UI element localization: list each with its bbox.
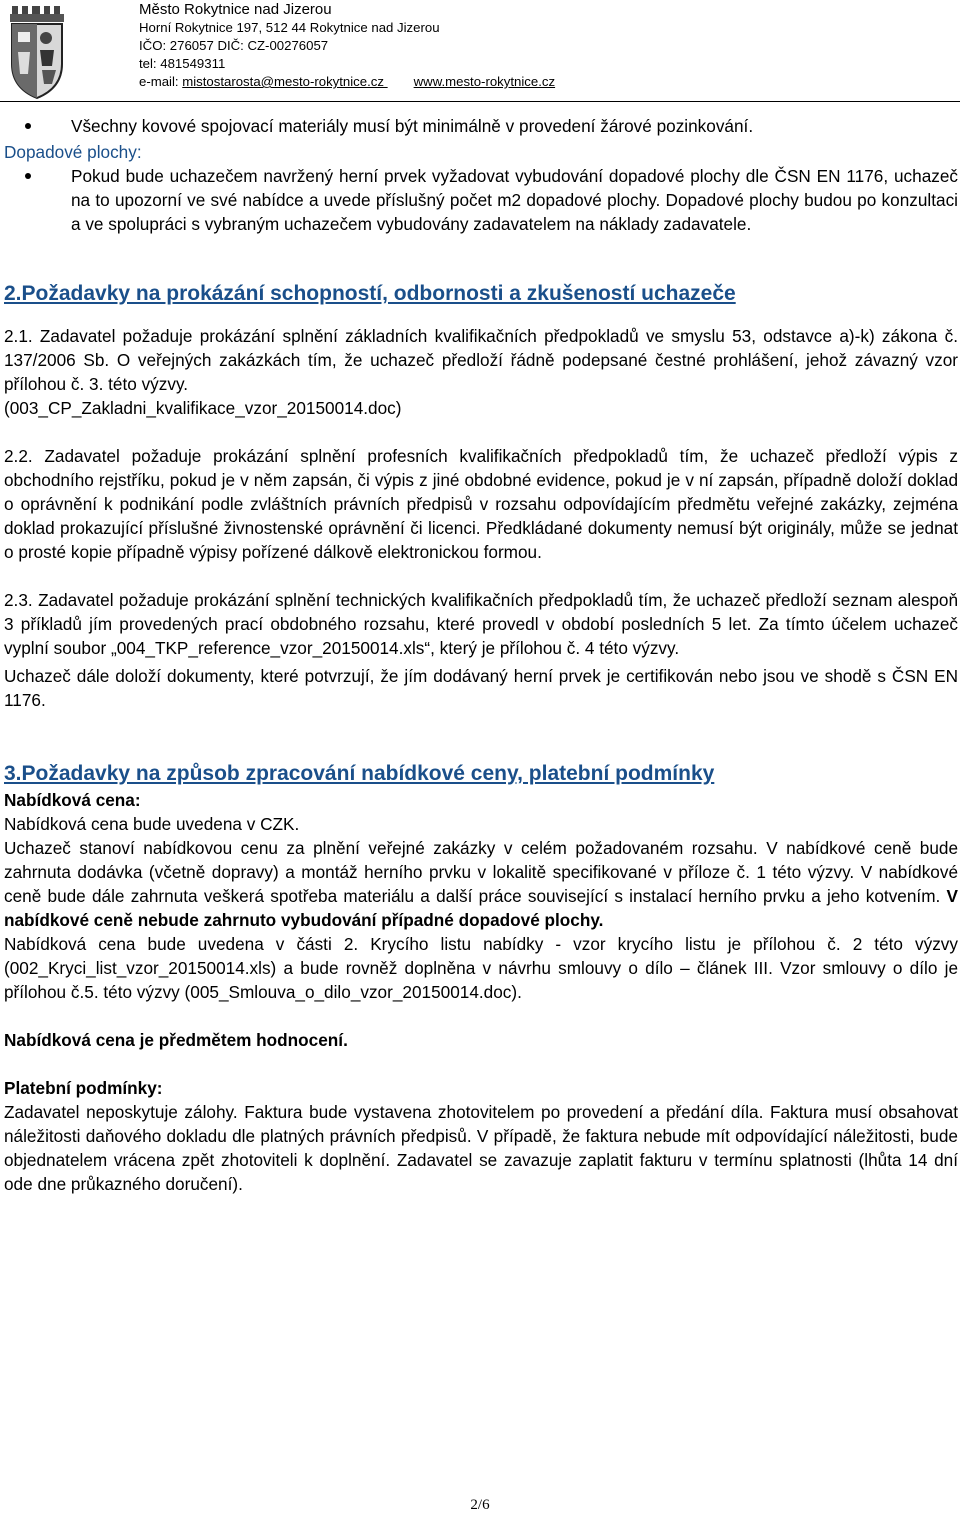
paragraph-2-1-file: (003_CP_Zakladni_kvalifikace_vzor_20150014.doc) [4, 398, 402, 418]
paragraph-payment-terms: Zadavatel neposkytuje zálohy. Faktura bude vystavena zhotovitelem po provedení a předání díla. Faktura musí obsahovat náležitosti daňového dokladu dle platných právních předpisů. V případě, že faktura nebude mít odpovídající náležitosti, bude objednatelem vrácena zpět zhotoviteli k doplnění. Zadavatel se zavazuje zaplatit fakturu v termínu splatnosti (lhůta 14 dní ode dne průkazného doručení). [4, 1102, 958, 1194]
bullet-fasteners: Všechny kovové spojovací materiály musí být minimálně v provedení žárové pozinkování. [4, 114, 958, 138]
address: Horní Rokytnice 197, 512 44 Rokytnice nad Jizerou [139, 20, 440, 35]
section-2-title: 2.Požadavky na prokázání schopností, odbornosti a zkušeností uchazeče [4, 282, 736, 305]
organization-name: Město Rokytnice nad Jizerou [139, 1, 332, 18]
paragraph-2-2: 2.2. Zadavatel požaduje prokázání splnění profesních kvalifikačních předpokladů tím, že uchazeč předloží výpis z obchodního rejstříku, pokud je v něm zapsán, či výpis z jiné obdobné evidence, pokud je v ní zapsán, případně doloží doklad o oprávnění k podnikání podle zvláštních právních předpisů v rozsahu odpovídajícím předmětu veřejné zakázky, zejména doklad prokazující příslušné živnostenské oprávnění či licenci. Předkládané dokumenty nemusí být originály, může se jednat o prosté kopie případně výpisy pořízené dálkově elektronickou formou. [4, 446, 958, 562]
letterhead [0, 0, 960, 104]
header-divider [0, 101, 960, 102]
platebni-podminky-heading: Platební podmínky: [4, 1078, 163, 1098]
town-coat-of-arms-icon [8, 4, 66, 100]
bullet-dopadove-plochy: Pokud bude uchazečem navržený herní prvek vyžadovat vybudování dopadové plochy dle ČSN EN 1176, uchazeč na to upozorní ve své nabídce a uvede příslušný počet m2 dopadové plochy. Dopadové plochy budou po konzultaci a ve spolupráci s vybraným uchazečem vybudovány zadavatelem na náklady zadavatele. [4, 164, 958, 236]
email-link[interactable]: mistostarosta@mesto-rokytnice.cz [182, 74, 388, 89]
price-exclusion-note: V nabídkové ceně nebude zahrnuto vybudování případné dopadové plochy. [4, 886, 958, 930]
contact-line [139, 73, 555, 91]
paragraph-price-scope [4, 836, 958, 932]
paragraph-2-3-certification: Uchazeč dále doloží dokumenty, které potvrzují, že jím dodávaný herní prvek je certifikován nebo jsou ve shodě s ČSN EN 1176. [4, 666, 958, 710]
paragraph-price-form: Nabídková cena bude uvedena v části 2. Krycího listu nabídky - vzor krycího listu je přílohou č. 2 této výzvy (002_Kryci_list_vzor_20150014.xls) a bude rovněž doplněna v návrhu smlouvy o dílo – článek III. Vzor smlouvy o dílo je přílohou č.5. této výzvy (005_Smlouva_o_dilo_vzor_20150014.doc). [4, 934, 958, 1002]
nabidkova-cena-heading: Nabídková cena: [4, 790, 141, 810]
telephone: tel: 481549311 [139, 56, 226, 71]
page-number: 2/6 [470, 1497, 490, 1513]
company-ids: IČO: 276057 DIČ: CZ-00276057 [139, 38, 329, 53]
paragraph-2-1: 2.1. Zadavatel požaduje prokázání splnění základních kvalifikačních předpokladů ve smyslu 53, odstavce a)-k) zákona č. 137/2006 Sb. O veřejných zakázkách tím, že uchazeč předloží řádně podepsané čestné prohlášení, jehož závazný vzor přílohou č. 3. této výzvy. [4, 326, 958, 394]
dopadove-plochy-heading: Dopadové plochy: [4, 142, 142, 162]
email-label: e-mail: [139, 74, 183, 89]
paragraph-2-3: 2.3. Zadavatel požaduje prokázání splnění technických kvalifikačních předpokladů tím, že uchazeč předloží seznam alespoň 3 příkladů jím provedených prací obdobného rozsahu, které provedl v období posledních 5 let. Za tímto účelem uchazeč vyplní soubor „004_TKP_reference_vzor_20150014.xls“, který je přílohou č. 4 této výzvy. [4, 590, 958, 658]
document-body [4, 114, 958, 1196]
website-link[interactable]: www.mesto-rokytnice.cz [413, 74, 556, 89]
paragraph-currency: Nabídková cena bude uvedena v CZK. [4, 814, 300, 834]
section-3-title: 3.Požadavky na způsob zpracování nabídkové ceny, platební podmínky [4, 762, 715, 785]
price-evaluation-note: Nabídková cena je předmětem hodnocení. [4, 1030, 348, 1050]
price-scope-text: Uchazeč stanoví nabídkovou cenu za plnění veřejné zakázky v celém požadovaném rozsahu. V nabídkové ceně bude zahrnuta dodávka (včetně dopravy) a montáž herního prvku v lokalitě specifikované v příloze č. 1 této výzvy. V nabídkové ceně bude dále zahrnuta veškerá spotřeba materiálu a další práce související s instalací herního prvku a jeho kotvením. [4, 838, 958, 906]
